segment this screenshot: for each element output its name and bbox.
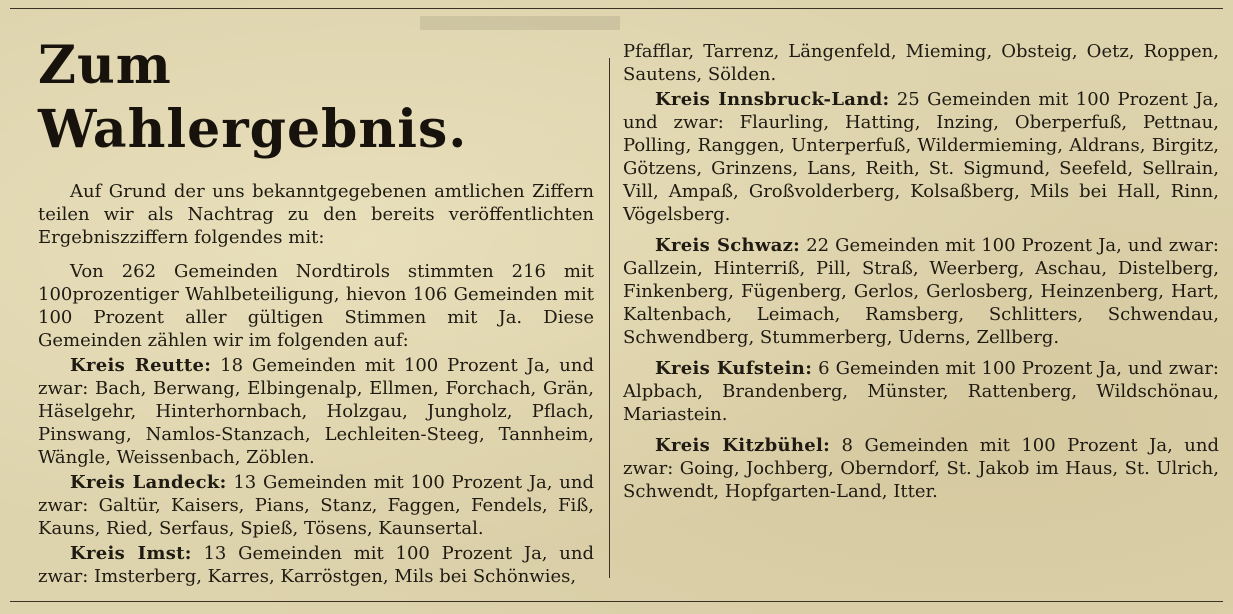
- summary-paragraph: Von 262 Gemeinden Nordtirols stimmten 216 mit 100prozentiger Wahlbeteiligung, hievon 106 Gemeinden mit 100 Prozent aller gültigen Stimmen mit Ja. Diese Gemeinden zählen wir im folgenden auf:: [38, 261, 594, 351]
- district-name: Kreis Kufstein:: [655, 358, 813, 379]
- column-divider: [609, 58, 610, 578]
- article-headline: Zum Wahlergebnis.: [38, 35, 468, 160]
- district-imst-continued: [623, 40, 1219, 86]
- district-name: Kreis Innsbruck-Land:: [655, 89, 890, 110]
- bleed-through-text: [420, 16, 620, 30]
- district-name: Kreis Reutte:: [70, 355, 212, 376]
- district-name: Kreis Imst:: [70, 543, 192, 564]
- right-column: [623, 40, 1219, 503]
- district-kufstein: [623, 357, 1219, 426]
- district-kitzbuehel: [623, 434, 1219, 503]
- district-schwaz: [623, 234, 1219, 349]
- district-text: 22 Gemeinden mit 100 Prozent Ja, und zwar: Gallzein, Hinterriß, Pill, Straß, Weerberg, Aschau, Distelberg, Finkenberg, Fügenberg, Gerlos, Gerlosberg, Heinzenberg, Hart, Kaltenbach, Leimach, Ramsberg, Schlitters, Schwendau, Schwendberg, Stummerberg, Uderns, Zellberg.: [623, 235, 1219, 348]
- district-innsbruck-land: [623, 88, 1219, 226]
- district-name: Kreis Kitzbühel:: [655, 435, 831, 456]
- intro-paragraph: Auf Grund der uns bekanntgegebenen amtlichen Ziffern teilen wir als Nachtrag zu den bereits veröffentlichten Ergebniszziffern folgendes mit:: [38, 181, 594, 248]
- top-rule: [10, 8, 1223, 9]
- district-landeck: [38, 471, 594, 540]
- district-name: Kreis Schwaz:: [655, 235, 801, 256]
- left-column: [38, 34, 594, 588]
- district-reutte: [38, 354, 594, 469]
- district-text: 6 Gemeinden mit 100 Prozent Ja, und zwar: Alpbach, Brandenberg, Münster, Rattenberg, Wildschönau, Mariastein.: [623, 358, 1219, 425]
- district-text: 13 Gemeinden mit 100 Prozent Ja, und zwar: Galtür, Kaisers, Pians, Stanz, Faggen, Fendels, Fiß, Kauns, Ried, Serfaus, Spieß, Tösens, Kaunsertal.: [38, 472, 594, 539]
- district-text: 18 Gemeinden mit 100 Prozent Ja, und zwar: Bach, Berwang, Elbingenalp, Ellmen, Forchach, Grän, Häselgehr, Hinterhornbach, Holzgau, Jungholz, Pflach, Pinswang, Namlos-Stanzach, Lechleiten-Steeg, Tannheim, Wängle, Weissenbach, Zöblen.: [38, 355, 594, 468]
- district-imst: [38, 542, 594, 588]
- district-name: Kreis Landeck:: [70, 472, 227, 493]
- district-text: Pfafflar, Tarrenz, Längenfeld, Mieming, Obsteig, Oetz, Roppen, Sautens, Sölden.: [623, 41, 1219, 85]
- district-text: 25 Gemeinden mit 100 Prozent Ja, und zwar: Flaurling, Hatting, Inzing, Oberperfuß, Pettnau, Polling, Ranggen, Unterperfuß, Wildermieming, Aldrans, Birgitz, Götzens, Grinzens, Lans, Reith, St. Sigmund, Seefeld, Sellrain, Vill, Ampaß, Großvolderberg, Kolsaßberg, Mils bei Hall, Rinn, Vögelsberg.: [623, 89, 1220, 225]
- bottom-rule: [10, 601, 1223, 602]
- district-text: 8 Gemeinden mit 100 Prozent Ja, und zwar: Going, Jochberg, Oberndorf, St. Jakob im Haus, St. Ulrich, Schwendt, Hopfgarten-Land, Itter.: [623, 435, 1219, 502]
- district-text: 13 Gemeinden mit 100 Prozent Ja, und zwar: Imsterberg, Karres, Karröstgen, Mils bei Schönwies,: [38, 543, 594, 587]
